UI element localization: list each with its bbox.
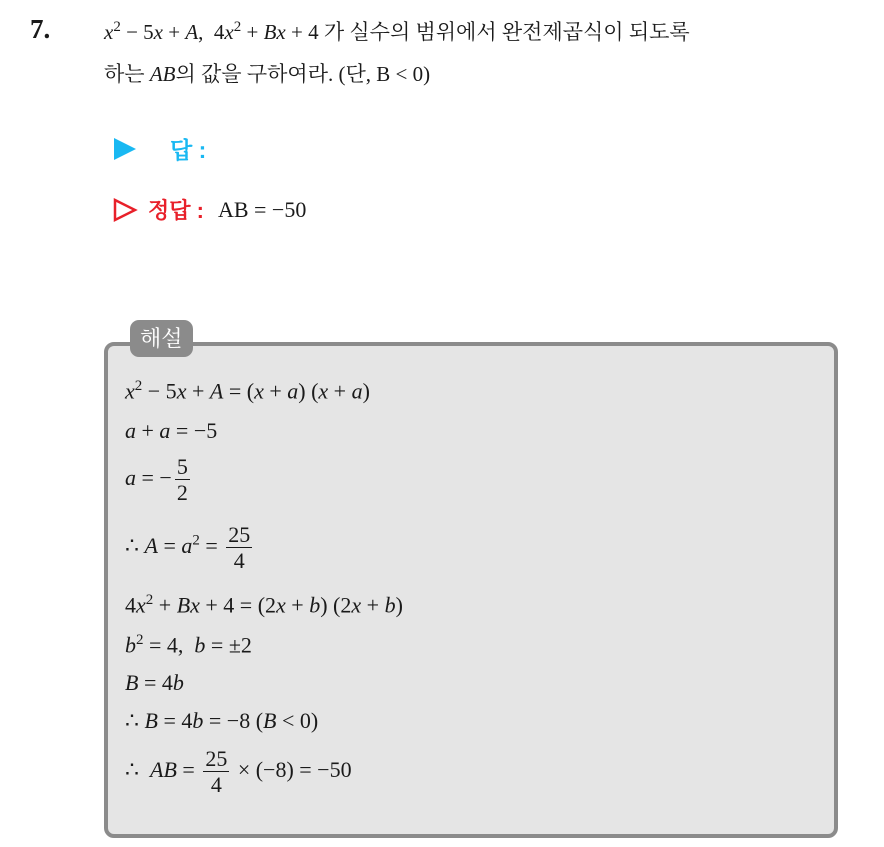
solution-line-8: ∴ B = 4b = −8 (B < 0): [125, 708, 319, 733]
problem-statement-line2: [104, 58, 430, 88]
answer-label: 답 :: [170, 137, 207, 163]
correct-label: 정답 :: [148, 198, 204, 223]
problem-number: 7.: [30, 14, 51, 44]
outline-triangle-icon: [112, 197, 138, 223]
problem-ab: AB: [149, 62, 176, 86]
answer-row: [112, 132, 206, 165]
solution-line-2: a + a = −5: [125, 418, 218, 443]
solution-line-4: ∴ $A = a^2$ = $\frac{25}{4}$: [125, 522, 251, 574]
fraction-25-4-final: $\frac{25}{4}$: [205, 746, 228, 798]
correct-value: AB = −50: [217, 196, 307, 222]
problem-expression: $x^2 - 5x + A$, $4x^2 + Bx + 4$: [104, 19, 319, 44]
solution-line-1: $x^2 - 5x + A = (x + a) (x + a)$: [125, 378, 370, 404]
solution-line-5: $4x^2 + Bx + 4 = (2x + b) (2x + b)$: [125, 592, 403, 618]
play-triangle-icon: [112, 136, 138, 162]
problem-statement-line1: [104, 16, 690, 46]
solution-line-7: B = 4b: [125, 670, 184, 695]
problem-condition: (단, B < 0): [338, 62, 431, 86]
fraction-25-4: $\frac{25}{4}$: [228, 522, 251, 574]
correct-answer-row: [112, 194, 306, 225]
solution-line-3: a = − $\frac{5}{2}$: [125, 454, 188, 506]
problem-text-rest: 의 값을 구하여라.: [175, 62, 334, 86]
solution-tag: 해설: [130, 320, 193, 357]
problem-text-line1: 가 실수의 범위에서 완전제곱식이 되도록: [323, 20, 690, 44]
fraction-5-2: $\frac{5}{2}$: [176, 454, 188, 506]
solution-line-6: $b^2 = 4$, b = ±2: [125, 632, 252, 658]
problem-text-prefix: 하는: [104, 62, 145, 86]
solution-line-9: ∴ AB = $\frac{25}{4}$ × (−8) = −50: [125, 746, 352, 798]
